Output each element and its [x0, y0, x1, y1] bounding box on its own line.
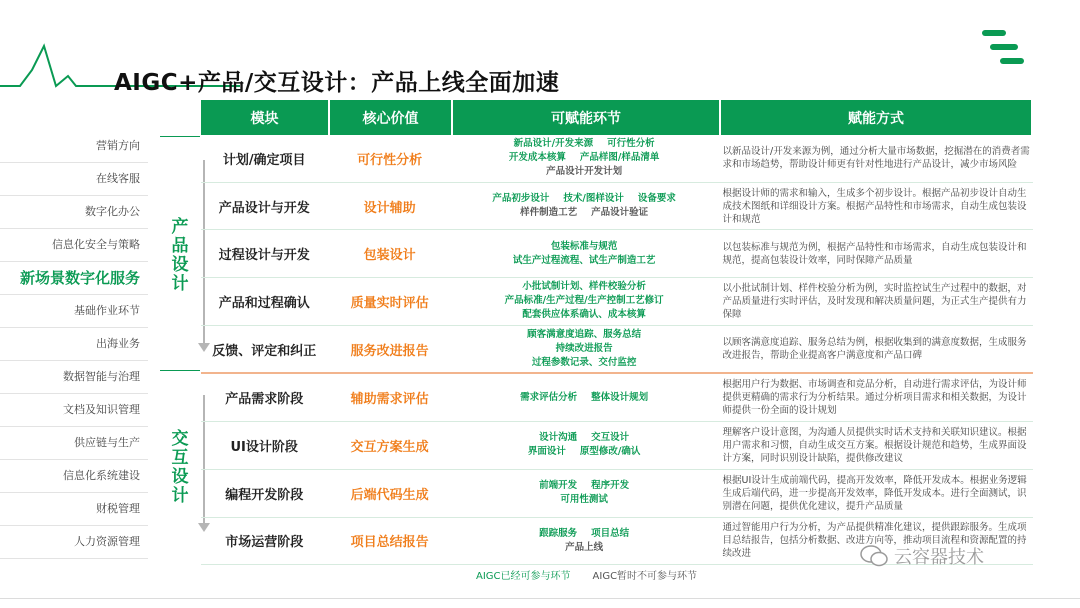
links-line	[528, 445, 641, 459]
links-line	[546, 165, 622, 179]
value-cell: 设计辅助	[363, 200, 416, 216]
links-line	[551, 240, 618, 254]
brand-logo-icon	[982, 30, 1026, 66]
table-row	[201, 470, 1033, 518]
header-links: 可赋能环节	[453, 100, 719, 135]
bottom-divider	[0, 598, 1080, 599]
table-row	[201, 230, 1033, 278]
table-row	[201, 135, 1033, 183]
value-cell: 可行性分析	[357, 152, 423, 168]
links-cell	[452, 422, 717, 469]
link-item: 开发成本核算	[508, 152, 566, 164]
menu-item[interactable]: 信息化安全与策略	[0, 229, 148, 262]
links-line	[539, 431, 629, 445]
method-cell: 根据设计师的需求和输入，生成多个初步设计。根据产品初步设计自动生成技术图纸和详细设计方案。根据产品特性和市场需求，自动生成包装设计和规范	[722, 187, 1027, 225]
link-item: 顾客满意度追踪、服务总结	[527, 329, 642, 341]
module-cell: 反馈、评定和纠正	[212, 343, 317, 359]
links-line	[556, 342, 613, 356]
link-item: 界面设计	[527, 446, 566, 458]
group-rule-top	[160, 136, 200, 137]
module-cell: 产品设计与开发	[218, 200, 310, 216]
header-module: 模块	[201, 100, 328, 135]
link-item: 过程参数记录、交付监控	[531, 357, 637, 369]
link-item: 交互设计	[591, 432, 630, 444]
value-cell: 项目总结报告	[350, 535, 429, 551]
links-cell	[452, 230, 717, 277]
link-item: 前端开发	[539, 480, 578, 492]
links-cell	[452, 135, 717, 182]
menu-item[interactable]: 在线客服	[0, 163, 148, 196]
module-cell: UI设计阶段	[230, 439, 298, 455]
links-cell	[452, 518, 717, 565]
link-item: 需求评估分析	[520, 391, 578, 403]
watermark-text: 云容器技术	[894, 547, 984, 568]
menu-item[interactable]: 基础作业环节	[0, 295, 148, 328]
group-rule-middle	[160, 370, 200, 371]
link-item: 产品设计开发计划	[546, 166, 623, 178]
link-item: 配套供应体系确认、成本核算	[522, 309, 646, 321]
left-menu	[0, 130, 148, 559]
method-cell: 以顾客满意度追踪、服务总结为例，根据收集到的满意度数据，生成服务改进报告，帮助企业提高客户满意度和产品口碑	[722, 337, 1027, 362]
legend	[476, 567, 697, 582]
method-cell: 以新品设计/开发来源为例，通过分析大量市场数据，挖掘潜在的消费者需求和市场趋势，帮助设计师更有针对性地进行产品设计，减少市场风险	[722, 146, 1030, 171]
links-cell	[452, 183, 717, 230]
links-line	[539, 479, 629, 493]
table-header	[201, 100, 1033, 135]
table-body	[201, 135, 1033, 565]
menu-item[interactable]: 信息化系统建设	[0, 460, 148, 493]
link-item: 可行性分析	[607, 138, 655, 150]
link-item: 技术/图样设计	[563, 193, 624, 205]
legend-cannot: AIGC暂时不可参与环节	[592, 571, 698, 582]
link-item: 产品设计验证	[591, 207, 649, 219]
value-cell: 包装设计	[363, 248, 416, 264]
module-cell: 产品和过程确认	[218, 295, 310, 311]
link-item: 跟踪服务	[539, 527, 578, 539]
links-line	[492, 192, 676, 206]
group-label-product: 产品设计	[171, 217, 189, 294]
link-item: 新品设计/开发来源	[513, 138, 594, 150]
value-cell: 辅助需求评估	[350, 392, 429, 408]
table-row	[201, 422, 1033, 470]
capability-table	[201, 100, 1033, 565]
links-line	[513, 254, 656, 268]
links-line	[560, 493, 608, 507]
link-item: 整体设计规划	[591, 391, 649, 403]
menu-item[interactable]: 人力资源管理	[0, 526, 148, 559]
links-line	[509, 151, 660, 165]
link-item: 产品标准/生产过程/生产控制工艺修订	[504, 295, 664, 307]
table-row	[201, 326, 1033, 375]
table-row	[201, 278, 1033, 326]
module-cell: 编程开发阶段	[225, 487, 304, 503]
links-cell	[452, 374, 717, 421]
table-row	[201, 183, 1033, 231]
link-item: 原型修改/确认	[579, 446, 641, 458]
module-cell: 过程设计与开发	[218, 248, 310, 264]
value-cell: 交互方案生成	[350, 439, 429, 455]
links-cell	[452, 470, 717, 517]
link-item: 设计沟通	[539, 432, 578, 444]
link-item: 样件制造工艺	[520, 207, 578, 219]
links-line	[514, 137, 655, 151]
value-cell: 质量实时评估	[350, 295, 429, 311]
menu-item[interactable]: 出海业务	[0, 328, 148, 361]
wechat-icon	[860, 545, 888, 567]
method-cell: 以小批试制计划、样件校验分析为例，实时监控试生产过程中的数据，对产品质量进行实时评估，及时发现和解决质量问题，为正式生产提供有力保障	[722, 282, 1027, 320]
links-line	[527, 328, 641, 342]
links-line	[505, 294, 664, 308]
link-item: 程序开发	[591, 480, 630, 492]
links-line	[532, 356, 637, 370]
menu-item[interactable]: 文档及知识管理	[0, 394, 148, 427]
module-cell: 计划/确定项目	[222, 152, 306, 168]
legend-can: AIGC已经可参与环节	[476, 571, 571, 582]
module-cell: 产品需求阶段	[225, 392, 304, 408]
link-item: 产品样图/样品清单	[579, 152, 660, 164]
value-cell: 服务改进报告	[350, 343, 429, 359]
link-item: 项目总结	[591, 527, 630, 539]
links-line	[520, 391, 648, 405]
watermark	[860, 543, 984, 569]
value-cell: 后端代码生成	[350, 487, 429, 503]
link-item: 试生产过程流程、试生产制造工艺	[512, 254, 656, 266]
header-method: 赋能方式	[721, 100, 1031, 135]
menu-item[interactable]: 新场景数字化服务	[0, 262, 148, 295]
menu-item[interactable]: 供应链与生产	[0, 427, 148, 460]
links-line	[520, 206, 648, 220]
link-item: 小批试制计划、样件校验分析	[522, 281, 646, 293]
links-line	[522, 280, 646, 294]
header-value: 核心价值	[330, 100, 451, 135]
link-item: 产品初步设计	[492, 193, 550, 205]
method-cell: 根据用户行为数据、市场调查和竞品分析，自动进行需求评估，为设计师提供更精确的需求行为分析结果。通过分析项目需求和相关数据，为设计师提供一份全面的设计规划	[722, 379, 1027, 417]
method-cell: 以包装标准与规范为例，根据产品特性和市场需求，自动生成包装设计和规范，提高包装设计效率，同时保障产品质量	[722, 241, 1027, 266]
links-line	[539, 527, 629, 541]
link-item: 可用性测试	[560, 494, 608, 506]
link-item: 包装标准与规范	[550, 240, 618, 252]
links-cell	[452, 326, 717, 373]
method-cell: 理解客户设计意图，为沟通人员提供实时话术支持和关联知识建议。根据用户需求和习惯，自动生成交互方案。根据设计规范和趋势，生成界面设计方案，同时识别设计缺陷，提供修改建议	[722, 426, 1027, 464]
links-line	[565, 541, 603, 555]
menu-item[interactable]: 营销方向	[0, 130, 148, 163]
link-item: 设备要求	[637, 193, 676, 205]
menu-item[interactable]: 数据智能与治理	[0, 361, 148, 394]
link-item: 产品上线	[565, 541, 604, 553]
method-cell: 根据UI设计生成前端代码，提高开发效率，降低开发成本。根据业务逻辑生成后端代码，进一步提高开发效率，降低开发成本。进行全面测试，识别潜在问题，提供优化建议，提升产品质量	[722, 474, 1027, 512]
module-cell: 市场运营阶段	[225, 535, 304, 551]
group-label-interaction: 交互设计	[171, 429, 189, 506]
page-title: AIGC+产品/交互设计：产品上线全面加速	[114, 70, 560, 97]
menu-item[interactable]: 财税管理	[0, 493, 148, 526]
links-cell	[452, 278, 717, 325]
menu-item[interactable]: 数字化办公	[0, 196, 148, 229]
method-cell: 通过智能用户行为分析，为产品提供精准化建议，提供跟踪服务。生成项目总结报告，包括分析数据、改进方向等，推动项目流程和资源配置的持续改进	[722, 522, 1027, 560]
links-line	[522, 308, 646, 322]
link-item: 持续改进报告	[555, 343, 613, 355]
table-row	[201, 374, 1033, 422]
